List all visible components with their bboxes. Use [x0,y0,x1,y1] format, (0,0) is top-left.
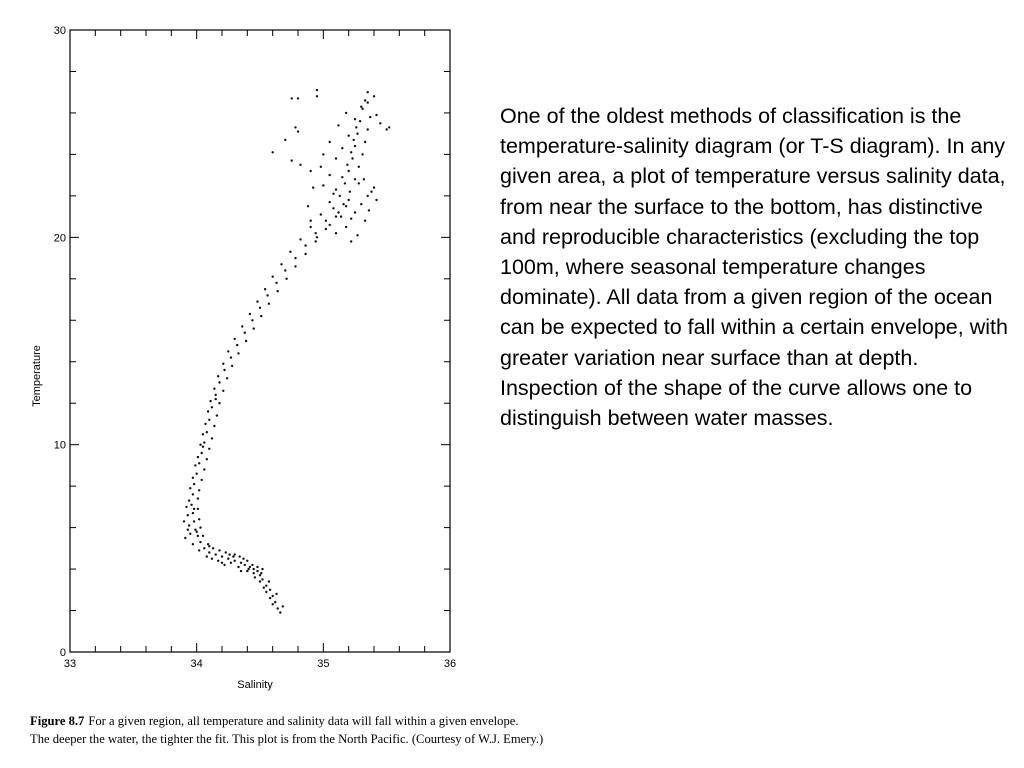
data-point [367,195,369,197]
data-point [215,553,217,555]
data-point [201,479,203,481]
figure-caption [30,712,630,748]
data-point [223,369,225,371]
data-point [340,215,342,217]
data-point [236,344,238,346]
data-point [239,555,241,557]
data-point [259,580,261,582]
data-point [216,414,218,416]
data-point [231,365,233,367]
data-point [260,572,262,574]
data-point [198,549,200,551]
data-point [192,493,194,495]
data-point [234,338,236,340]
data-point [373,186,375,188]
data-point [237,352,239,354]
data-point [329,174,331,176]
data-point [329,224,331,226]
data-point [211,406,213,408]
data-point [275,282,277,284]
data-point [254,576,256,578]
data-point [354,145,356,147]
data-point [310,226,312,228]
data-point [279,611,281,613]
data-point [345,205,347,207]
y-tick-label: 20 [53,232,66,245]
data-point [312,186,314,188]
data-point [211,558,213,560]
data-point [192,543,194,545]
data-point [335,232,337,234]
x-axis-ticks [64,30,456,670]
data-point [240,562,242,564]
data-point [204,423,206,425]
data-point [206,555,208,557]
data-point [193,483,195,485]
data-point [341,176,343,178]
data-point [354,178,356,180]
data-point [266,294,268,296]
data-point [268,303,270,305]
data-point [386,128,388,130]
data-point [367,91,369,93]
data-point [194,529,196,531]
data-point [342,203,344,205]
data-point [359,120,361,122]
data-point [299,164,301,166]
data-point [364,220,366,222]
data-point [341,147,343,149]
data-point [379,122,381,124]
data-point [269,597,271,599]
data-point [304,253,306,255]
data-point [217,375,219,377]
plot-frame [70,30,450,652]
data-point [187,529,189,531]
data-point [280,263,282,265]
data-point [294,265,296,267]
data-point [211,437,213,439]
data-point [335,188,337,190]
data-point [348,135,350,137]
data-point [277,607,279,609]
data-point [354,211,356,213]
data-point [363,178,365,180]
data-point [199,444,201,446]
caption-text-1: For a given region, all temperature and salinity data will fall within a given envelope. [88,714,519,728]
caption-line-2: The deeper the water, the tighter the fit. This plot is from the North Pacific. (Courtesy of W.J. Emery.) [30,732,544,746]
data-point [217,560,219,562]
data-point [241,325,243,327]
data-point [350,240,352,242]
data-point [322,184,324,186]
data-point [208,419,210,421]
data-point [368,209,370,211]
data-point [272,595,274,597]
data-point [272,276,274,278]
data-point [253,327,255,329]
data-point [315,240,317,242]
data-point [230,562,232,564]
data-point [360,106,362,108]
x-tick-label: 33 [63,658,77,670]
data-point [291,97,293,99]
data-point [261,568,263,570]
data-point [245,340,247,342]
data-point [246,560,248,562]
data-point [367,128,369,130]
data-point [310,170,312,172]
data-point [261,578,263,580]
data-point [208,545,210,547]
data-point [247,568,249,570]
data-point [284,269,286,271]
x-tick-label: 34 [190,658,203,670]
data-point [356,234,358,236]
data-point [355,126,357,128]
data-point [354,118,356,120]
data-point [232,555,234,557]
data-point [197,497,199,499]
data-point [294,257,296,259]
data-points [183,89,391,614]
data-point [260,315,262,317]
data-point [329,201,331,203]
y-axis-label: Temperature [31,345,43,407]
data-point [337,124,339,126]
data-point [272,151,274,153]
data-point [344,182,346,184]
data-point [192,477,194,479]
data-point [272,603,274,605]
data-point [208,448,210,450]
data-point [349,191,351,193]
data-point [335,215,337,217]
data-point [274,601,276,603]
data-point [203,547,205,549]
x-tick-label: 36 [443,658,457,670]
description-text: One of the oldest methods of classification is the temperature-salinity diagram (or T-S diagram). In any given area, a plot of temperature versus salinity data, from near the surface to the bottom, has distinctive and reproducible characteristics (excluding the top 100m, where seasonal temperature changes dominate). All data from a given region of the ocean can be expected to fall within a certain envelope, with greater variation near surface than at depth. Inspection of the shape of the curve allows one to distinguish between water masses. [500,104,1008,431]
data-point [209,400,211,402]
data-point [316,89,318,91]
data-point [353,139,355,141]
data-point [289,251,291,253]
data-point [307,205,309,207]
data-point [218,402,220,404]
data-point [373,95,375,97]
y-tick-label: 10 [53,439,66,452]
data-point [297,97,299,99]
y-tick-label: 30 [53,25,66,37]
data-point [284,139,286,141]
data-point [348,199,350,201]
data-point [197,535,199,537]
ts-diagram-chart [0,0,480,700]
data-point [325,228,327,230]
data-point [183,520,185,522]
data-point [263,587,265,589]
data-point [199,526,201,528]
data-point [329,141,331,143]
data-point [227,350,229,352]
y-tick-label: 0 [59,647,66,659]
data-point [282,605,284,607]
data-point [223,564,225,566]
plot-border [70,30,450,652]
data-point [297,130,299,132]
data-point [227,558,229,560]
data-point [244,332,246,334]
data-point [202,446,204,448]
data-point [207,410,209,412]
data-point [222,390,224,392]
data-point [213,388,215,390]
data-point [234,553,236,555]
figure-label: Figure 8.7 [30,714,85,728]
data-point [351,157,353,159]
data-point [310,220,312,222]
data-point [315,232,317,234]
data-point [345,112,347,114]
data-point [198,489,200,491]
data-point [337,211,339,213]
data-point [212,547,214,549]
data-point [242,558,244,560]
data-point [277,290,279,292]
x-tick-label: 35 [317,658,330,670]
data-point [246,570,248,572]
data-point [358,166,360,168]
data-point [256,566,258,568]
data-point [222,363,224,365]
data-point [256,300,258,302]
data-point [240,570,242,572]
data-point [256,570,258,572]
data-point [316,95,318,97]
data-point [335,157,337,159]
data-point [207,543,209,545]
data-point [325,220,327,222]
data-point [356,133,358,135]
data-point [206,458,208,460]
data-point [320,166,322,168]
data-point [230,356,232,358]
data-point [265,585,267,587]
data-point [198,462,200,464]
data-point [221,562,223,564]
data-point [193,520,195,522]
data-point [364,141,366,143]
data-point [251,564,253,566]
x-axis-label: Salinity [237,679,273,691]
data-point [184,537,186,539]
data-point [215,394,217,396]
data-point [339,195,341,197]
data-point [375,114,377,116]
data-point [350,151,352,153]
data-point [253,568,255,570]
data-point [218,381,220,383]
data-point [197,508,199,510]
data-point [375,199,377,201]
data-point [202,535,204,537]
data-point [299,238,301,240]
data-point [249,566,251,568]
data-point [203,468,205,470]
data-point [345,226,347,228]
data-point [361,108,363,110]
data-point [265,591,267,593]
data-point [234,560,236,562]
data-point [275,593,277,595]
data-point [218,549,220,551]
data-point [264,288,266,290]
data-point [304,244,306,246]
data-point [215,398,217,400]
data-point [332,207,334,209]
data-point [187,514,189,516]
data-point [197,456,199,458]
caption-line-1 [30,712,630,730]
data-point [194,464,196,466]
data-point [190,504,192,506]
data-point [213,425,215,427]
data-point [350,218,352,220]
data-point [193,508,195,510]
data-point [251,319,253,321]
data-point [320,213,322,215]
data-point [208,551,210,553]
data-point [237,566,239,568]
data-point [198,518,200,520]
data-point [370,191,372,193]
data-point [388,126,390,128]
data-point [188,524,190,526]
data-point [348,170,350,172]
data-point [259,574,261,576]
data-point [228,553,230,555]
data-point [369,116,371,118]
data-point [221,555,223,557]
data-point [185,506,187,508]
data-point [322,153,324,155]
data-point [196,473,198,475]
data-point [196,531,198,533]
data-point [361,153,363,155]
data-point [269,589,271,591]
data-point [225,551,227,553]
data-point [206,431,208,433]
data-point [268,580,270,582]
data-point [364,99,366,101]
data-point [201,452,203,454]
data-point [358,182,360,184]
data-point [316,236,318,238]
data-point [294,126,296,128]
data-point [259,307,261,309]
data-point [199,541,201,543]
data-point [189,533,191,535]
data-point [367,101,369,103]
data-point [253,572,255,574]
data-point [291,159,293,161]
data-point [202,433,204,435]
data-point [189,487,191,489]
data-point [360,203,362,205]
data-point [249,313,251,315]
data-point [226,377,228,379]
data-point [285,278,287,280]
data-point [192,512,194,514]
data-point [188,499,190,501]
data-point [244,564,246,566]
data-point [203,441,205,443]
data-point [332,193,334,195]
data-point [346,164,348,166]
